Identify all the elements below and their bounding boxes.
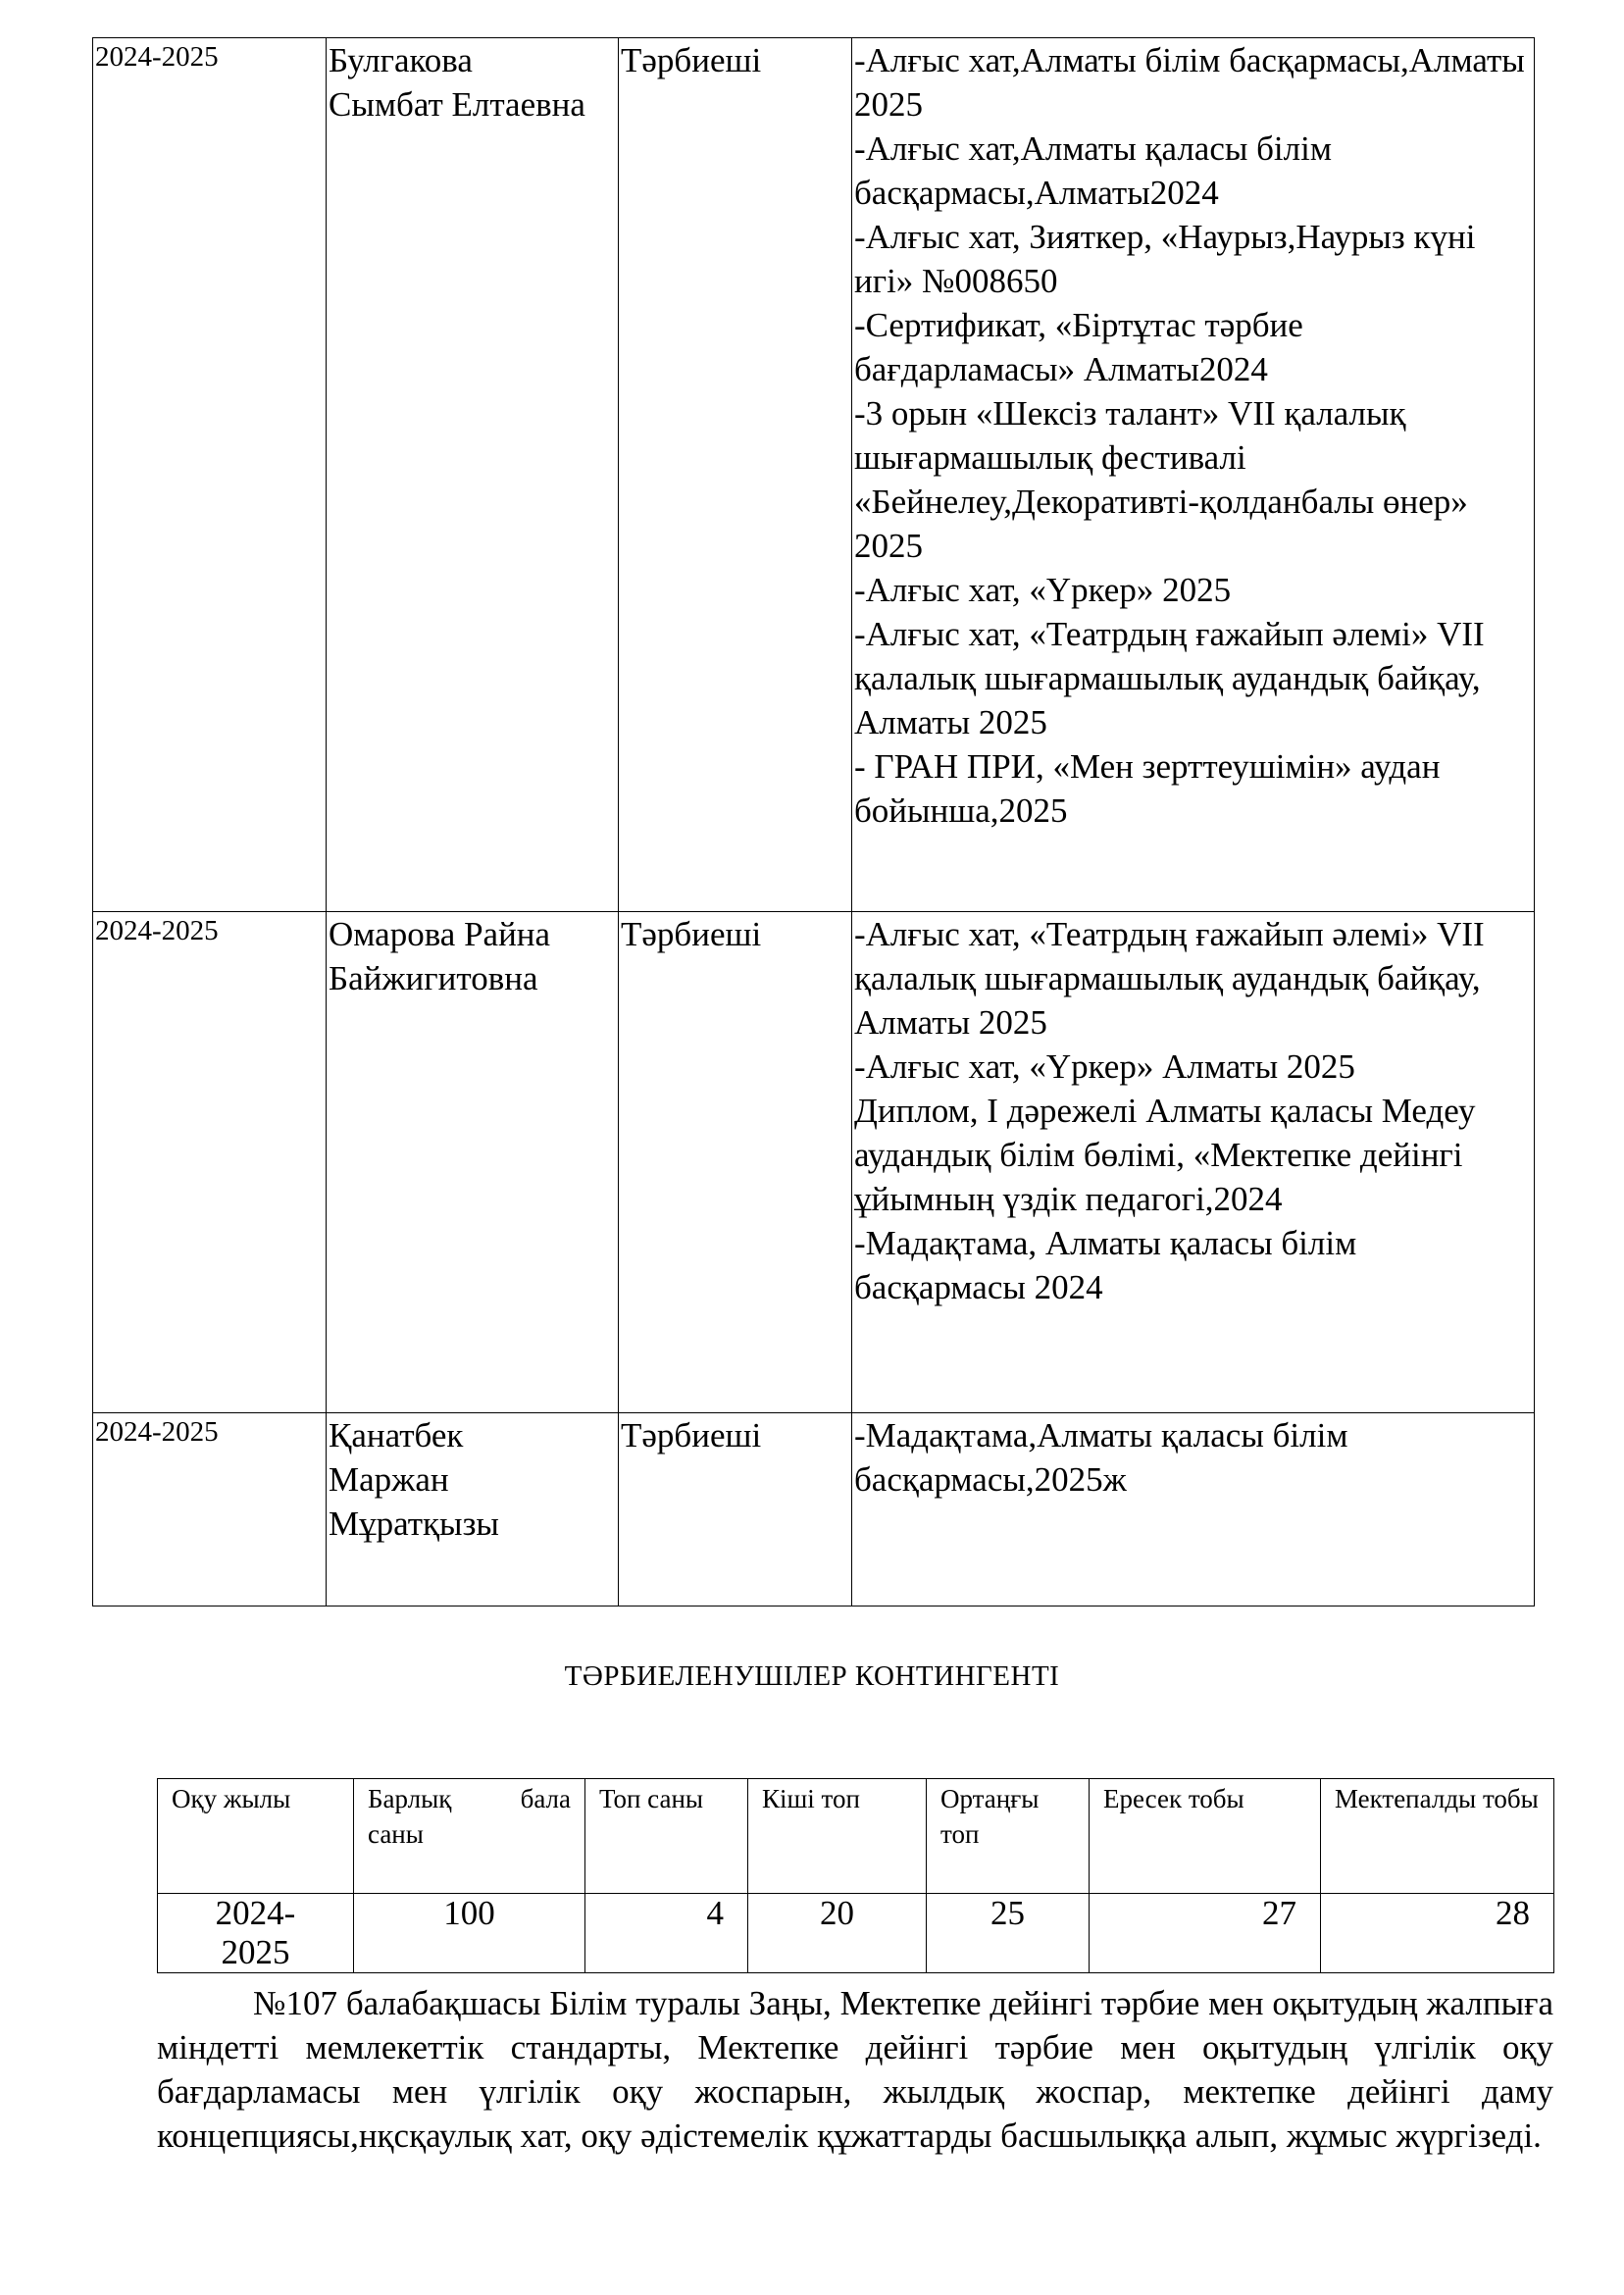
value-cell: 100 (354, 1894, 585, 1973)
name-cell (327, 1413, 619, 1606)
award-item: -Алғыс хат,Алматы қаласы білім басқармасы,Алматы2024 (854, 129, 1332, 212)
table-row (93, 1413, 1535, 1606)
award-item: - ГРАН ПРИ, «Мен зерттеушімін» аудан бойынша,2025 (854, 747, 1441, 830)
name-line: Мұратқызы (329, 1504, 499, 1543)
header-cell: Кіші топ (748, 1779, 927, 1894)
value-cell: 25 (927, 1894, 1090, 1973)
award-item: -Мадақтама, Алматы қаласы білім басқармасы 2024 (854, 1224, 1357, 1306)
table-row (93, 38, 1535, 912)
award-item: -Мадақтама,Алматы қаласы білім басқармасы,2025ж (854, 1416, 1348, 1499)
header-cell: Топ саны (585, 1779, 748, 1894)
header-cell: Ересек тобы (1090, 1779, 1321, 1894)
role-cell: Тәрбиеші (619, 912, 852, 1413)
header-cell: Мектепалды тобы (1321, 1779, 1554, 1894)
staff-awards-table (92, 37, 1535, 1606)
name-line: Байжигитовна (329, 959, 538, 997)
award-item: -Алғыс хат, «Үркер» Алматы 2025 (854, 1047, 1355, 1086)
header-cell: Оқу жылы (158, 1779, 354, 1894)
table-row (158, 1894, 1554, 1973)
award-item: -Алғыс хат, Зияткер, «Наурыз,Наурыз күні игі» №008650 (854, 218, 1476, 300)
name-line: Булгакова (329, 41, 473, 79)
award-item: -3 орын «Шексіз талант» VII қалалық шығармашылық фестивалі «Бейнелеу,Декоративті-қолданбалы өнер» 2025 (854, 394, 1468, 565)
value-cell: 28 (1321, 1894, 1554, 1973)
table-header-row (158, 1779, 1554, 1894)
value-cell: 4 (585, 1894, 748, 1973)
section-title: ТӘРБИЕЛЕНУШІЛЕР КОНТИНГЕНТІ (564, 1660, 1060, 1692)
year-cell: 2024-2025 (93, 38, 327, 912)
contingent-table (157, 1778, 1554, 1973)
year-cell: 2024-2025 (93, 912, 327, 1413)
header-cell: Барлық бала саны (354, 1779, 585, 1894)
award-item: -Алғыс хат,Алматы білім басқармасы,Алматы 2025 (854, 41, 1525, 124)
header-cell: Ортаңғы топ (927, 1779, 1090, 1894)
name-cell (327, 38, 619, 912)
year-cell: 2024-2025 (93, 1413, 327, 1606)
name-line: Сымбат Елтаевна (329, 85, 585, 124)
awards-cell (852, 38, 1535, 912)
award-item: -Алғыс хат, «Үркер» 2025 (854, 571, 1232, 609)
name-cell (327, 912, 619, 1413)
award-item: Диплом, І дәрежелі Алматы қаласы Медеу аудандық білім бөлімі, «Мектепке дейінгі ұйымның үздік педагогі,2024 (854, 1092, 1476, 1218)
value-cell: 20 (748, 1894, 927, 1973)
award-item: -Алғыс хат, «Театрдың ғажайып әлемі» VII қалалық шығармашылық аудандық байқау, Алматы 2025 (854, 915, 1485, 1042)
awards-cell (852, 912, 1535, 1413)
role-cell: Тәрбиеші (619, 38, 852, 912)
body-paragraph: №107 балабақшасы Білім туралы Заңы, Мектепке дейінгі тәрбие мен оқытудың жалпыға міндетті мемлекеттік стандарты, Мектепке дейінгі тәрбие мен оқытудың үлгілік оқу бағдарламасы мен үлгілік оқу жоспарын, жылдық жоспар, мектепке дейінгі даму концепциясы,нқсқаулық хат, оқу әдістемелік құжаттарды басшылыққа алып, жұмыс жүргізеді. (157, 1984, 1553, 2155)
name-line: Маржан (329, 1460, 449, 1499)
award-item: -Сертификат, «Біртұтас тәрбие бағдарламасы» Алматы2024 (854, 306, 1303, 388)
role-cell: Тәрбиеші (619, 1413, 852, 1606)
value-cell: 27 (1090, 1894, 1321, 1973)
value-cell: 2024-2025 (158, 1894, 354, 1973)
awards-cell (852, 1413, 1535, 1606)
name-line: Омарова Райна (329, 915, 551, 953)
award-item: -Алғыс хат, «Театрдың ғажайып әлемі» VII қалалық шығармашылық аудандық байқау, Алматы 2025 (854, 615, 1485, 741)
name-line: Қанатбек (329, 1416, 464, 1454)
table-row (93, 912, 1535, 1413)
